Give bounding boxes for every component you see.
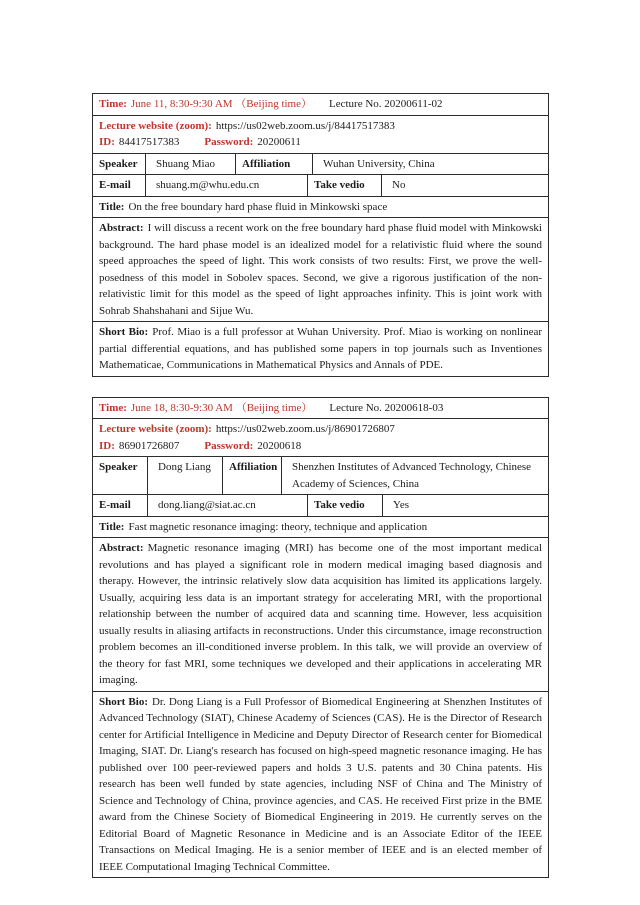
title-value: On the free boundary hard phase fluid in Minkowski space bbox=[128, 200, 388, 213]
meeting-id-value: 84417517383 bbox=[118, 136, 180, 148]
website-line bbox=[99, 118, 542, 135]
speaker-label-cell: Speaker bbox=[93, 457, 148, 494]
time-label: Time: bbox=[99, 401, 127, 414]
affiliation-label-cell: Affiliation bbox=[223, 457, 282, 494]
website-label: Lecture website (zoom): bbox=[99, 119, 212, 132]
meeting-id-label: ID: bbox=[99, 439, 115, 452]
id-password-line bbox=[99, 134, 542, 151]
title-label: Title: bbox=[99, 520, 125, 533]
affiliation-value-cell: Wuhan University, China bbox=[323, 157, 435, 170]
email-row bbox=[93, 175, 548, 197]
email-label-cell: E-mail bbox=[93, 495, 148, 516]
take-video-label-cell: Take vedio bbox=[308, 175, 382, 196]
time-label: Time: bbox=[99, 98, 127, 110]
short-bio-row bbox=[93, 322, 548, 376]
abstract-row bbox=[93, 218, 548, 322]
time-value: June 11, 8:30-9:30 AM （Beijing time） bbox=[130, 98, 312, 110]
short-bio-text: Dr. Dong Liang is a Full Professor of Biomedical Engineering at Shenzhen Institutes of Advanced Technology (SIAT), Chinese Academy of Sciences (CAS). He is the Director of Research center for Artificial Intelligence in Medicine and Deputy Director of Research center for Biomedical Imaging, SIAT. Dr. Liang's research has focused on high-speed magnetic resonance imaging. He has published over 100 peer-reviewed papers and holds 3 U.S. patents and 30 China patents. His research has been well funded by state agencies, including NSF of China and The Ministry of Science and Technology of China, province agencies, and CAS. He received First prize in the BME award from the Chinese Society of Biomedical Engineering in 2019. He currently serves on the Editorial Board of Magnetic Resonance in Medicine and is an Associate Editor of the IEEE Transactions on Medical Imaging. He is a senior member of IEEE and is an elected member of IEEE Computational Imaging Technical Committee. bbox=[99, 695, 542, 873]
title-row bbox=[93, 517, 548, 539]
time-value: June 18, 8:30-9:30 AM （Beijing time） bbox=[130, 401, 313, 414]
short-bio-label: Short Bio: bbox=[99, 326, 149, 338]
website-url: https://us02web.zoom.us/j/84417517383 bbox=[215, 119, 395, 132]
speaker-label-cell: Speaker bbox=[93, 154, 146, 175]
password-value: 20200611 bbox=[257, 136, 301, 148]
short-bio-text: Prof. Miao is a full professor at Wuhan University. Prof. Miao is working on nonlinear partial differential equations, and has published some papers in top journals such as Inventiones Mathematicae, Communications in Mathematical Physics and Annals of PDE. bbox=[99, 326, 542, 371]
time-row bbox=[93, 398, 548, 420]
abstract-row bbox=[93, 538, 548, 692]
take-video-label-cell: Take vedio bbox=[308, 495, 383, 516]
short-bio-label: Short Bio: bbox=[99, 695, 148, 708]
take-video-value-cell: No bbox=[392, 179, 406, 191]
website-line bbox=[99, 421, 542, 438]
lecture-number: Lecture No. 20200618-03 bbox=[329, 401, 444, 414]
speaker-value-cell: Shuang Miao bbox=[150, 154, 236, 175]
email-value-cell: shuang.m@whu.edu.cn bbox=[150, 175, 308, 196]
lecture-number: Lecture No. 20200611-02 bbox=[329, 98, 443, 110]
email-value-cell: dong.liang@siat.ac.cn bbox=[152, 495, 308, 516]
speaker-row bbox=[93, 457, 548, 495]
website-url: https://us02web.zoom.us/j/86901726807 bbox=[215, 423, 395, 435]
speaker-value-cell: Dong Liang bbox=[152, 457, 223, 494]
take-video-value-cell: Yes bbox=[393, 499, 410, 511]
website-row bbox=[93, 419, 548, 457]
meeting-id-value: 86901726807 bbox=[118, 439, 180, 452]
email-row bbox=[93, 495, 548, 517]
title-row bbox=[93, 197, 548, 219]
affiliation-value-cell: Shenzhen Institutes of Advanced Technology, Chinese Academy of Sciences, China bbox=[292, 461, 532, 490]
email-label-cell: E-mail bbox=[93, 175, 146, 196]
abstract-label: Abstract: bbox=[99, 542, 144, 554]
affiliation-label-cell: Affiliation bbox=[236, 154, 313, 175]
meeting-id-label: ID: bbox=[99, 136, 115, 148]
password-label: Password: bbox=[204, 439, 254, 452]
password-value: 20200618 bbox=[257, 439, 302, 452]
abstract-label: Abstract: bbox=[99, 222, 144, 234]
abstract-text: Magnetic resonance imaging (MRI) has become one of the most important medical revolutions and has played a significant role in modern medical imaging based diagnosis and therapy. However, the intrinsic relatively slow data acquisition has limited its applications largely. Usually, acquiring less data is an important strategy for accelerating MRI, with the proportional relationship between the number of acquired data and scanning time. However, less acquisition usually results in aliasing artifacts in reconstructions. Under this circumstance, image reconstruction problem becomes an ill-conditioned inverse problem. In this talk, we will provide an overview of the theory for fast MRI, some techniques we developed and their applications in accelerating MR imaging. bbox=[99, 542, 542, 686]
speaker-row bbox=[93, 154, 548, 176]
short-bio-row bbox=[93, 692, 548, 878]
id-password-line bbox=[99, 438, 542, 455]
abstract-text: I will discuss a recent work on the free boundary hard phase fluid model with Minkowski background. The hard phase model is an idealized model for a relativistic fluid where the sound speed approaches the speed of light. This work consists of two results: First, we prove the well-posedness of this model in Sobolev spaces. Second, we give a rigorous justification of the non-relativistic limit for this model as the speed of light approaches infinity. This is joint work with Sohrab Shahshahani and Sijue Wu. bbox=[99, 222, 542, 317]
time-row bbox=[93, 94, 548, 116]
lecture-table-2 bbox=[92, 397, 549, 879]
lecture-table-1 bbox=[92, 93, 549, 377]
password-label: Password: bbox=[204, 136, 254, 148]
title-value: Fast magnetic resonance imaging: theory, technique and application bbox=[128, 520, 428, 533]
website-row bbox=[93, 116, 548, 154]
website-label: Lecture website (zoom): bbox=[99, 423, 212, 435]
title-label: Title: bbox=[99, 200, 125, 213]
